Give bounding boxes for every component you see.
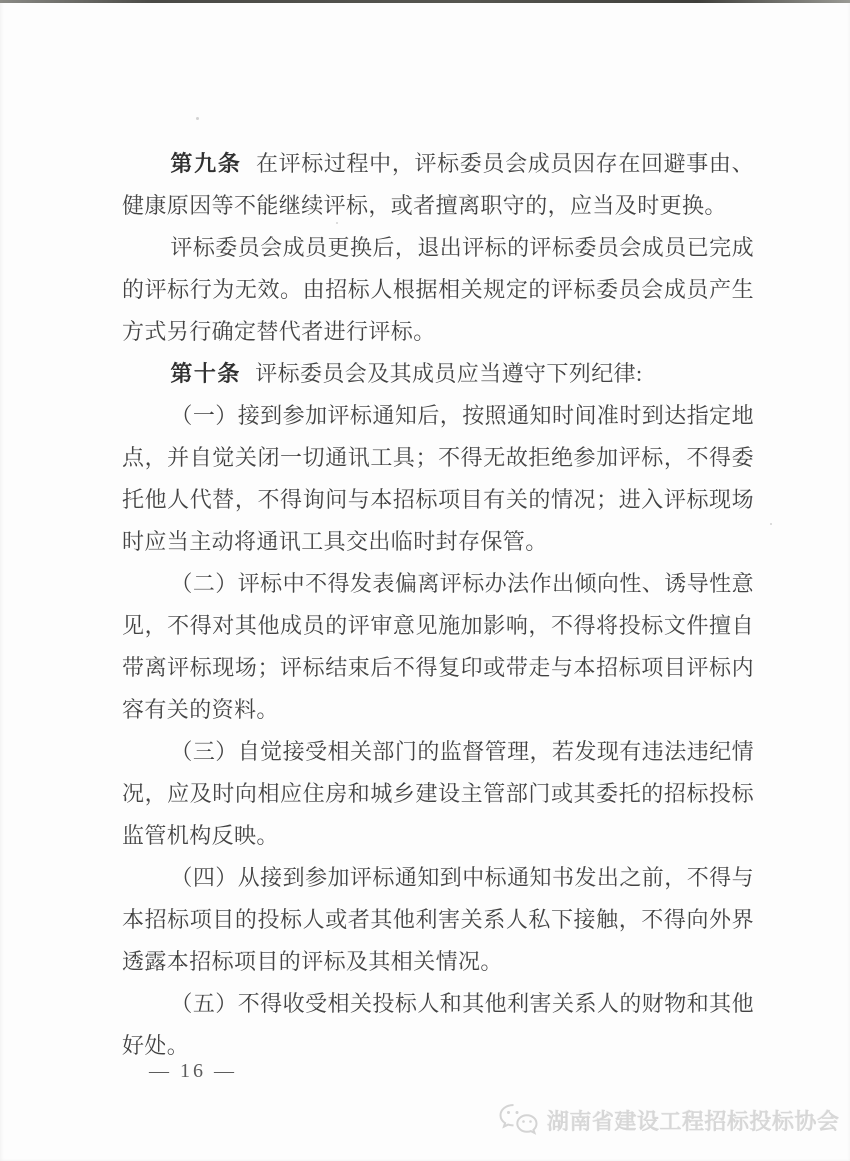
scan-speck	[196, 117, 199, 120]
paragraph: 第九条 在评标过程中，评标委员会成员因存在回避事由、健康原因等不能继续评标，或者擅离职守的，应当及时更换。	[122, 151, 754, 218]
document-body	[122, 143, 754, 1067]
scan-speck	[770, 523, 772, 525]
paragraph: （五）不得收受相关投标人和其他利害关系人的财物和其他好处。	[122, 991, 754, 1058]
article-number: 第九条	[170, 151, 242, 176]
scan-speck	[336, 222, 338, 224]
paragraph: （一）接到参加评标通知后，按照通知时间准时到达指定地点，并自觉关闭一切通讯工具；不得无故拒绝参加评标，不得委托他人代替，不得询问与本招标项目有关的情况；进入评标现场时应当主动将通讯工具交出临时封存保管。	[122, 403, 754, 554]
article-number: 第十条	[170, 361, 241, 386]
paragraph: （三）自觉接受相关部门的监督管理，若发现有违法违纪情况，应及时向相应住房和城乡建设主管部门或其委托的招标投标监管机构反映。	[122, 739, 754, 848]
watermark	[498, 1102, 840, 1138]
paragraph: 第十条 评标委员会及其成员应当遵守下列纪律:	[170, 361, 643, 386]
paragraph: （二）评标中不得发表偏离评标办法作出倾向性、诱导性意见，不得对其他成员的评审意见施加影响，不得将投标文件擅自带离评标现场；评标结束后不得复印或带走与本招标项目评标内容有关的资料。	[122, 571, 754, 722]
watermark-text: 湖南省建设工程招标投标协会	[547, 1108, 840, 1134]
paragraph: 评标委员会成员更换后，退出评标的评标委员会成员已完成的评标行为无效。由招标人根据相关规定的评标委员会成员产生方式另行确定替代者进行评标。	[122, 235, 754, 344]
page-number: — 16 —	[149, 1060, 237, 1082]
paragraph: （四）从接到参加评标通知到中标通知书发出之前，不得与本招标项目的投标人或者其他利害关系人私下接触，不得向外界透露本招标项目的评标及其相关情况。	[122, 865, 754, 974]
wechat-icon	[498, 1102, 540, 1138]
scan-top-edge	[0, 0, 850, 3]
